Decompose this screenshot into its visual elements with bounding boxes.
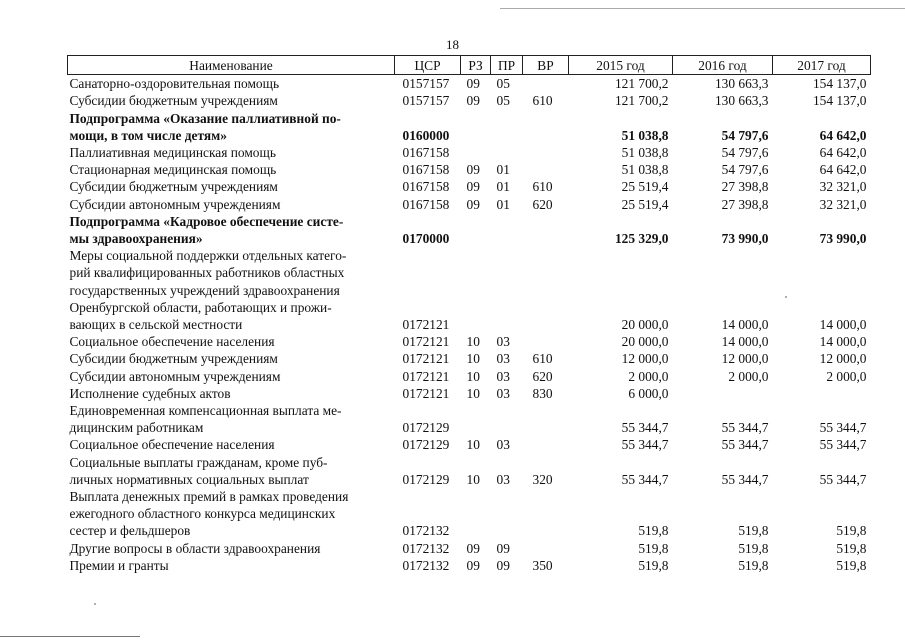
cell-y2017: 55 344,7 — [819, 471, 867, 487]
cell-rz — [461, 488, 491, 540]
cell-y2015: 519,8 — [638, 523, 669, 539]
cell-pr: 03 — [496, 471, 510, 487]
cell-y2016: 14 000,0 — [721, 334, 769, 350]
cell-y2015: 55 344,7 — [621, 420, 669, 436]
cell-y2017: 519,8 — [836, 557, 867, 573]
table-row — [68, 161, 871, 178]
table-row — [68, 75, 871, 93]
cell-csr: 0160000 — [402, 127, 450, 143]
cell-pr: 05 — [496, 76, 510, 92]
cell-csr: 0170000 — [402, 231, 450, 247]
cell-rz: 10 — [466, 334, 480, 350]
cell-pr: 01 — [496, 179, 510, 195]
table-row — [68, 368, 871, 385]
page-number: 18 — [446, 37, 459, 52]
cell-vr: 610 — [532, 179, 553, 195]
cell-vr — [523, 213, 569, 247]
cell-y2016: 73 990,0 — [721, 231, 769, 247]
cell-rz — [461, 144, 491, 161]
cell-y2015: 2 000,0 — [628, 368, 669, 384]
cell-vr — [523, 436, 569, 453]
table-row — [68, 385, 871, 402]
table-row — [68, 213, 871, 247]
cell-rz: 10 — [466, 385, 480, 401]
cell-rz: 10 — [466, 471, 480, 487]
cell-y2016: 54 797,6 — [721, 145, 769, 161]
cell-y2017: 55 344,7 — [819, 437, 867, 453]
table-header-row — [68, 56, 871, 75]
table-row — [68, 540, 871, 557]
cell-name: Санаторно-оздоровительная помощь — [69, 76, 280, 92]
scan-speck — [94, 603, 96, 605]
cell-y2016: 130 663,3 — [714, 93, 769, 109]
cell-name: Социальное обеспечение населения — [69, 334, 275, 350]
cell-y2017: 55 344,7 — [819, 420, 867, 436]
cell-y2016: 54 797,6 — [721, 127, 769, 143]
table-row — [68, 178, 871, 195]
cell-vr: 830 — [532, 385, 553, 401]
cell-y2016: 27 398,8 — [721, 179, 769, 195]
header-csr: ЦСР — [395, 56, 461, 75]
header-2016: 2016 год — [673, 56, 773, 75]
cell-rz — [461, 402, 491, 436]
cell-name: Другие вопросы в области здравоохранения — [69, 540, 321, 556]
table-row — [68, 557, 871, 574]
cell-y2016: 55 344,7 — [721, 420, 769, 436]
cell-csr: 0172129 — [402, 471, 450, 487]
cell-y2017: 64 642,0 — [819, 127, 867, 143]
cell-name: Паллиативная медицинская помощь — [69, 145, 276, 161]
cell-rz: 10 — [466, 351, 480, 367]
cell-y2015: 51 038,8 — [621, 162, 669, 178]
cell-vr — [523, 540, 569, 557]
table-row — [68, 333, 871, 350]
cell-name: Субсидии бюджетным учреждениям — [69, 93, 278, 109]
cell-y2015: 125 329,0 — [614, 231, 669, 247]
cell-vr: 350 — [532, 557, 553, 573]
cell-csr: 0172121 — [402, 351, 450, 367]
cell-y2015: 519,8 — [638, 557, 669, 573]
cell-y2016: 130 663,3 — [714, 76, 769, 92]
cell-y2017: 32 321,0 — [819, 179, 867, 195]
header-2015: 2015 год — [569, 56, 673, 75]
cell-y2017: 32 321,0 — [819, 196, 867, 212]
cell-pr — [491, 247, 523, 333]
cell-name: Социальное обеспечение населения — [69, 437, 275, 453]
header-pr: ПР — [491, 56, 523, 75]
cell-csr: 0172121 — [402, 334, 450, 350]
cell-name: Стационарная медицинская помощь — [69, 162, 277, 178]
cell-pr — [491, 144, 523, 161]
cell-csr: 0172121 — [402, 368, 450, 384]
cell-y2015: 6 000,0 — [628, 385, 669, 401]
cell-csr: 0172129 — [402, 420, 450, 436]
cell-csr: 0172121 — [402, 385, 450, 401]
cell-name: Субсидии автономным учреждениям — [69, 196, 281, 212]
cell-pr — [491, 213, 523, 247]
cell-rz: 09 — [466, 93, 480, 109]
cell-pr: 01 — [496, 196, 510, 212]
cell-y2016: 12 000,0 — [721, 351, 769, 367]
cell-y2015: 20 000,0 — [621, 317, 669, 333]
cell-rz: 10 — [466, 437, 480, 453]
header-rz: РЗ — [461, 56, 491, 75]
cell-name: Выплата денежных премий в рамках проведения ежегодного областного конкурса медицинских сестер и фельдшеров — [69, 489, 349, 539]
cell-y2015: 51 038,8 — [621, 127, 669, 143]
cell-y2015: 25 519,4 — [621, 196, 669, 212]
cell-vr — [523, 75, 569, 93]
cell-y2016: 519,8 — [738, 523, 769, 539]
cell-y2016: 27 398,8 — [721, 196, 769, 212]
scan-speck — [785, 296, 787, 298]
cell-csr: 0157157 — [402, 76, 450, 92]
table-body — [68, 75, 871, 574]
table-row — [68, 454, 871, 488]
cell-name: Подпрограмма «Оказание паллиативной по- мощи, в том числе детям» — [69, 110, 341, 143]
cell-pr — [491, 110, 523, 144]
cell-rz: 09 — [466, 196, 480, 212]
cell-name: Исполнение судебных актов — [69, 385, 231, 401]
cell-name: Меры социальной поддержки отдельных катего- рий квалифицированных работников областных государственных учреждений здравоохранения Оренбургской области, работающих и прожи- вающих в сельской местности — [69, 248, 347, 333]
cell-y2015: 55 344,7 — [621, 437, 669, 453]
cell-y2017: 154 137,0 — [812, 76, 867, 92]
header-vr: ВР — [523, 56, 569, 75]
cell-pr: 01 — [496, 162, 510, 178]
cell-csr: 0172132 — [402, 540, 450, 556]
table-row — [68, 402, 871, 436]
cell-y2015: 25 519,4 — [621, 179, 669, 195]
cell-name: Подпрограмма «Кадровое обеспечение систе- мы здравоохранения» — [69, 213, 344, 247]
cell-y2015: 55 344,7 — [621, 471, 669, 487]
cell-vr: 620 — [532, 196, 553, 212]
cell-y2017: 519,8 — [836, 540, 867, 556]
table-row — [68, 436, 871, 453]
cell-y2016: 54 797,6 — [721, 162, 769, 178]
cell-rz: 09 — [466, 540, 480, 556]
cell-vr: 320 — [532, 471, 553, 487]
table-row — [68, 247, 871, 333]
cell-pr: 09 — [496, 540, 510, 556]
cell-y2016: 55 344,7 — [721, 437, 769, 453]
cell-name: Субсидии бюджетным учреждениям — [69, 179, 278, 195]
cell-rz: 09 — [466, 162, 480, 178]
cell-y2016 — [673, 385, 773, 402]
cell-rz — [461, 213, 491, 247]
cell-csr: 0172132 — [402, 557, 450, 573]
cell-y2017: 2 000,0 — [826, 368, 867, 384]
cell-rz: 09 — [466, 557, 480, 573]
cell-name: Субсидии бюджетным учреждениям — [69, 351, 278, 367]
cell-name: Премии и гранты — [69, 557, 169, 573]
cell-vr: 610 — [532, 93, 553, 109]
cell-vr — [523, 110, 569, 144]
cell-pr: 05 — [496, 93, 510, 109]
cell-pr: 03 — [496, 385, 510, 401]
budget-table — [67, 55, 871, 574]
cell-rz: 09 — [466, 76, 480, 92]
table-row — [68, 196, 871, 213]
cell-vr — [523, 488, 569, 540]
cell-pr: 03 — [496, 437, 510, 453]
cell-csr: 0172121 — [402, 317, 450, 333]
cell-vr — [523, 402, 569, 436]
header-name: Наименование — [68, 56, 395, 75]
table-row — [68, 350, 871, 367]
scan-line-bottom — [0, 636, 140, 637]
cell-y2016: 519,8 — [738, 557, 769, 573]
cell-y2017: 12 000,0 — [819, 351, 867, 367]
table-row — [68, 92, 871, 109]
cell-vr: 620 — [532, 368, 553, 384]
cell-y2017: 14 000,0 — [819, 334, 867, 350]
cell-y2017: 14 000,0 — [819, 317, 867, 333]
cell-rz: 10 — [466, 368, 480, 384]
cell-y2017: 64 642,0 — [819, 145, 867, 161]
table-row — [68, 144, 871, 161]
cell-vr — [523, 144, 569, 161]
cell-pr — [491, 402, 523, 436]
cell-pr: 03 — [496, 334, 510, 350]
cell-y2016: 519,8 — [738, 540, 769, 556]
cell-vr — [523, 161, 569, 178]
scan-line-top — [500, 8, 905, 9]
cell-csr: 0157157 — [402, 93, 450, 109]
cell-y2017: 519,8 — [836, 523, 867, 539]
cell-y2016: 2 000,0 — [728, 368, 769, 384]
cell-y2015: 519,8 — [638, 540, 669, 556]
cell-csr: 0167158 — [402, 145, 450, 161]
cell-pr: 03 — [496, 368, 510, 384]
cell-y2015: 121 700,2 — [614, 93, 669, 109]
cell-y2017 — [773, 385, 871, 402]
cell-y2017: 154 137,0 — [812, 93, 867, 109]
table-row — [68, 110, 871, 144]
cell-csr: 0172132 — [402, 523, 450, 539]
cell-y2016: 55 344,7 — [721, 471, 769, 487]
cell-rz — [461, 110, 491, 144]
table-row — [68, 488, 871, 540]
cell-pr: 09 — [496, 557, 510, 573]
cell-y2017: 73 990,0 — [819, 231, 867, 247]
cell-vr — [523, 247, 569, 333]
cell-csr: 0167158 — [402, 196, 450, 212]
cell-csr: 0167158 — [402, 179, 450, 195]
cell-y2017: 64 642,0 — [819, 162, 867, 178]
cell-csr: 0167158 — [402, 162, 450, 178]
cell-rz: 09 — [466, 179, 480, 195]
cell-vr: 610 — [532, 351, 553, 367]
cell-rz — [461, 247, 491, 333]
cell-name: Субсидии автономным учреждениям — [69, 368, 281, 384]
cell-csr: 0172129 — [402, 437, 450, 453]
cell-y2015: 20 000,0 — [621, 334, 669, 350]
cell-y2015: 121 700,2 — [614, 76, 669, 92]
cell-name: Единовременная компенсационная выплата ме- дицинским работникам — [69, 403, 342, 436]
header-2017: 2017 год — [773, 56, 871, 75]
cell-y2015: 12 000,0 — [621, 351, 669, 367]
cell-vr — [523, 333, 569, 350]
cell-pr: 03 — [496, 351, 510, 367]
cell-y2015: 51 038,8 — [621, 145, 669, 161]
cell-pr — [491, 488, 523, 540]
cell-y2016: 14 000,0 — [721, 317, 769, 333]
cell-name: Социальные выплаты гражданам, кроме пуб- личных нормативных социальных выплат — [69, 454, 328, 487]
